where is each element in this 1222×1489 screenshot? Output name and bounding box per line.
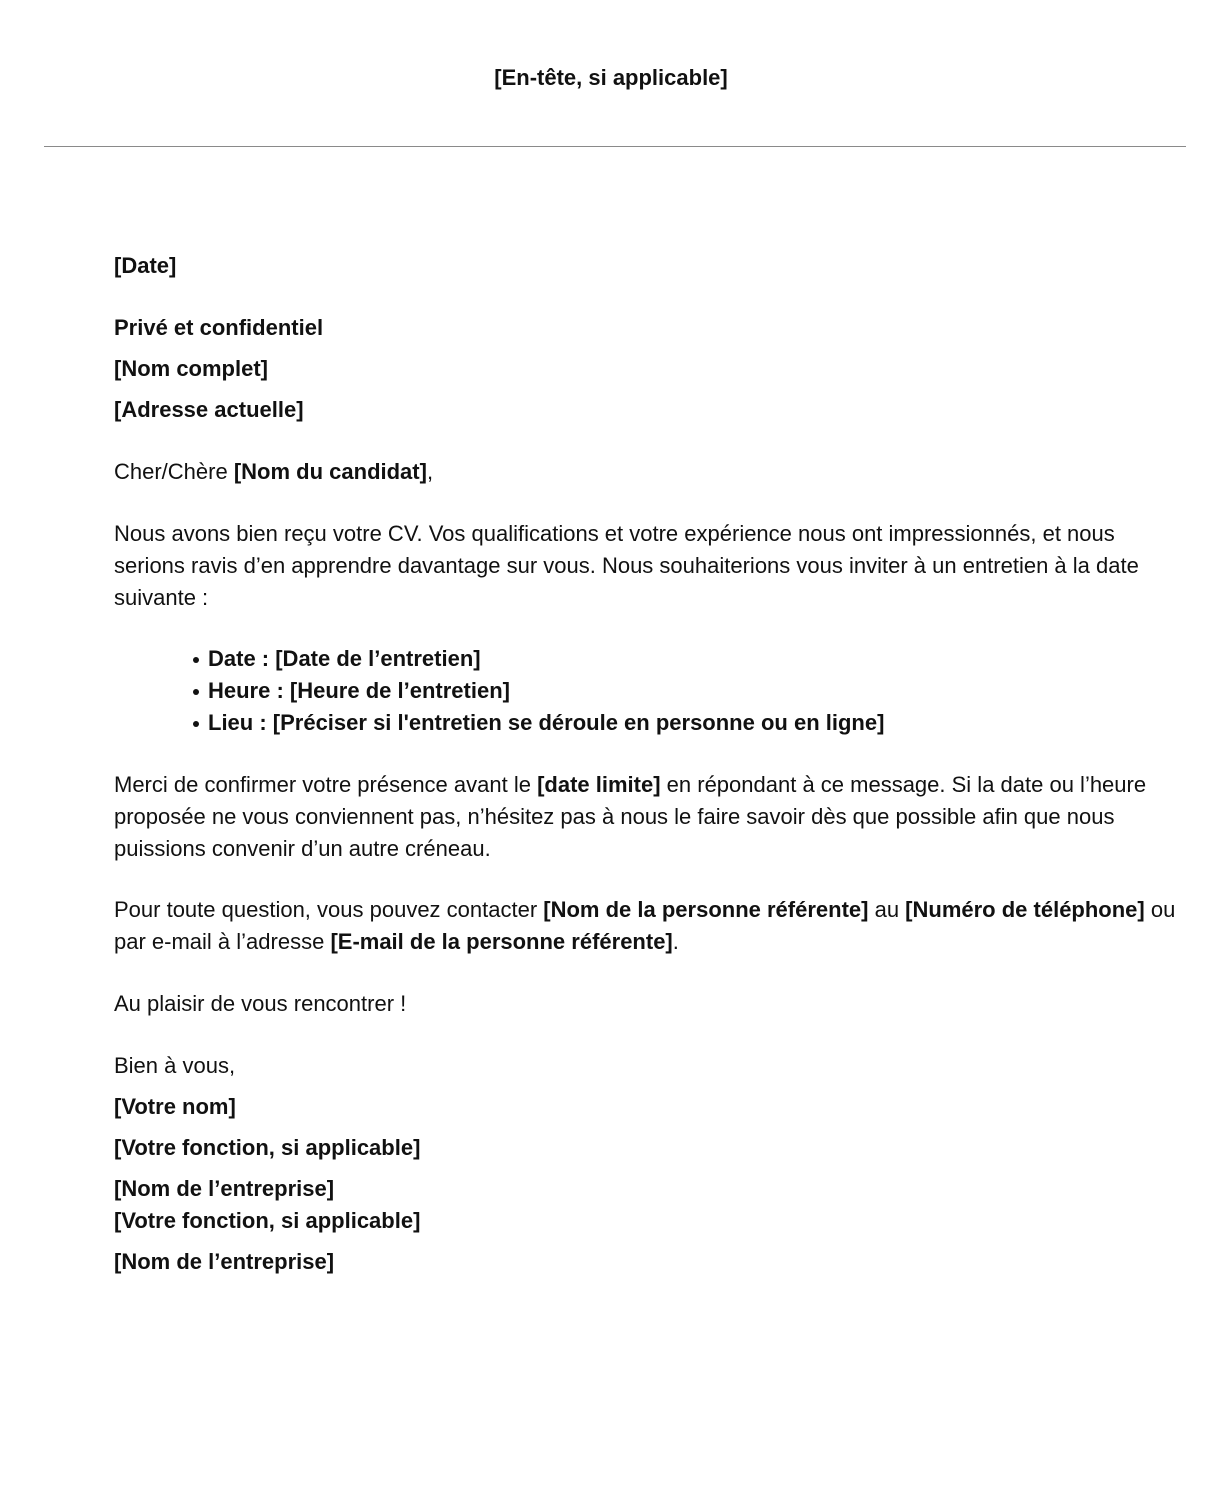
- sender-company: [Nom de l’entreprise]: [114, 1176, 335, 1201]
- contact-text: .: [672, 929, 679, 954]
- confidential-notice: Privé et confidentiel: [114, 315, 324, 340]
- spacer: [114, 865, 1184, 894]
- contact-text: ou par e-mail à l’adresse: [114, 897, 1176, 954]
- letter-header: [En-tête, si applicable]: [494, 65, 728, 90]
- sender-name: [Votre nom]: [114, 1094, 236, 1119]
- confirmation-paragraph: [114, 769, 1184, 865]
- spacer: [114, 291, 1184, 312]
- header-divider: [44, 146, 1186, 147]
- contact-phone: [Numéro de téléphone]: [905, 897, 1145, 922]
- letter-body: [114, 250, 1184, 1287]
- bullet-icon: [193, 689, 199, 695]
- recipient-name: [Nom complet]: [114, 356, 268, 381]
- confirm-deadline: [date limite]: [537, 772, 661, 797]
- contact-text: Pour toute question, vous pouvez contacter: [114, 897, 544, 922]
- contact-text: au: [868, 897, 906, 922]
- bullet-icon: [193, 721, 199, 727]
- spacer: [114, 958, 1184, 988]
- spacer: [114, 739, 1184, 769]
- list-item: [208, 707, 1184, 739]
- sender-role-repeat: [Votre fonction, si applicable]: [114, 1208, 421, 1233]
- letter-date: [Date]: [114, 253, 177, 278]
- spacer: [114, 435, 1184, 456]
- signoff: Bien à vous,: [114, 1053, 236, 1078]
- spacer: [114, 488, 1184, 518]
- spacer: [114, 1020, 1184, 1050]
- recipient-address: [Adresse actuelle]: [114, 397, 304, 422]
- detail-location: Lieu : [Préciser si l'entretien se déroule en personne ou en ligne]: [208, 710, 885, 735]
- bullet-icon: [193, 657, 199, 663]
- contact-paragraph: [114, 894, 1184, 958]
- list-item: [208, 643, 1184, 675]
- interview-details-list: [114, 643, 1184, 739]
- contact-email: [E-mail de la personne référente]: [330, 929, 673, 954]
- greeting-suffix: ,: [426, 459, 434, 484]
- intro-paragraph: Nous avons bien reçu votre CV. Vos qualifications et votre expérience nous ont impressionnés, et nous serions ravis d’en apprendre davantage sur vous. Nous souhaiterions vous inviter à un entretien à la date suivante :: [114, 521, 1139, 610]
- greeting: [114, 456, 1184, 488]
- list-item: [208, 675, 1184, 707]
- contact-person: [Nom de la personne référente]: [543, 897, 869, 922]
- confirm-text-rest: en répondant à ce message. Si la date ou l’heure proposée ne vous conviennent pas, n’hésitez pas à nous le faire savoir dès que possible afin que nous puissions convenir d’un autre créneau.: [114, 772, 1147, 861]
- spacer: [114, 614, 1184, 643]
- greeting-candidate-name: [Nom du candidat]: [233, 459, 427, 484]
- greeting-prefix: Cher/Chère: [114, 459, 234, 484]
- closing-line: Au plaisir de vous rencontrer !: [114, 991, 407, 1016]
- sender-role: [Votre fonction, si applicable]: [114, 1135, 421, 1160]
- detail-date: Date : [Date de l’entretien]: [208, 646, 481, 671]
- sender-company-repeat: [Nom de l’entreprise]: [114, 1249, 335, 1274]
- detail-time: Heure : [Heure de l’entretien]: [208, 678, 510, 703]
- confirm-text: Merci de confirmer votre présence avant le: [114, 772, 538, 797]
